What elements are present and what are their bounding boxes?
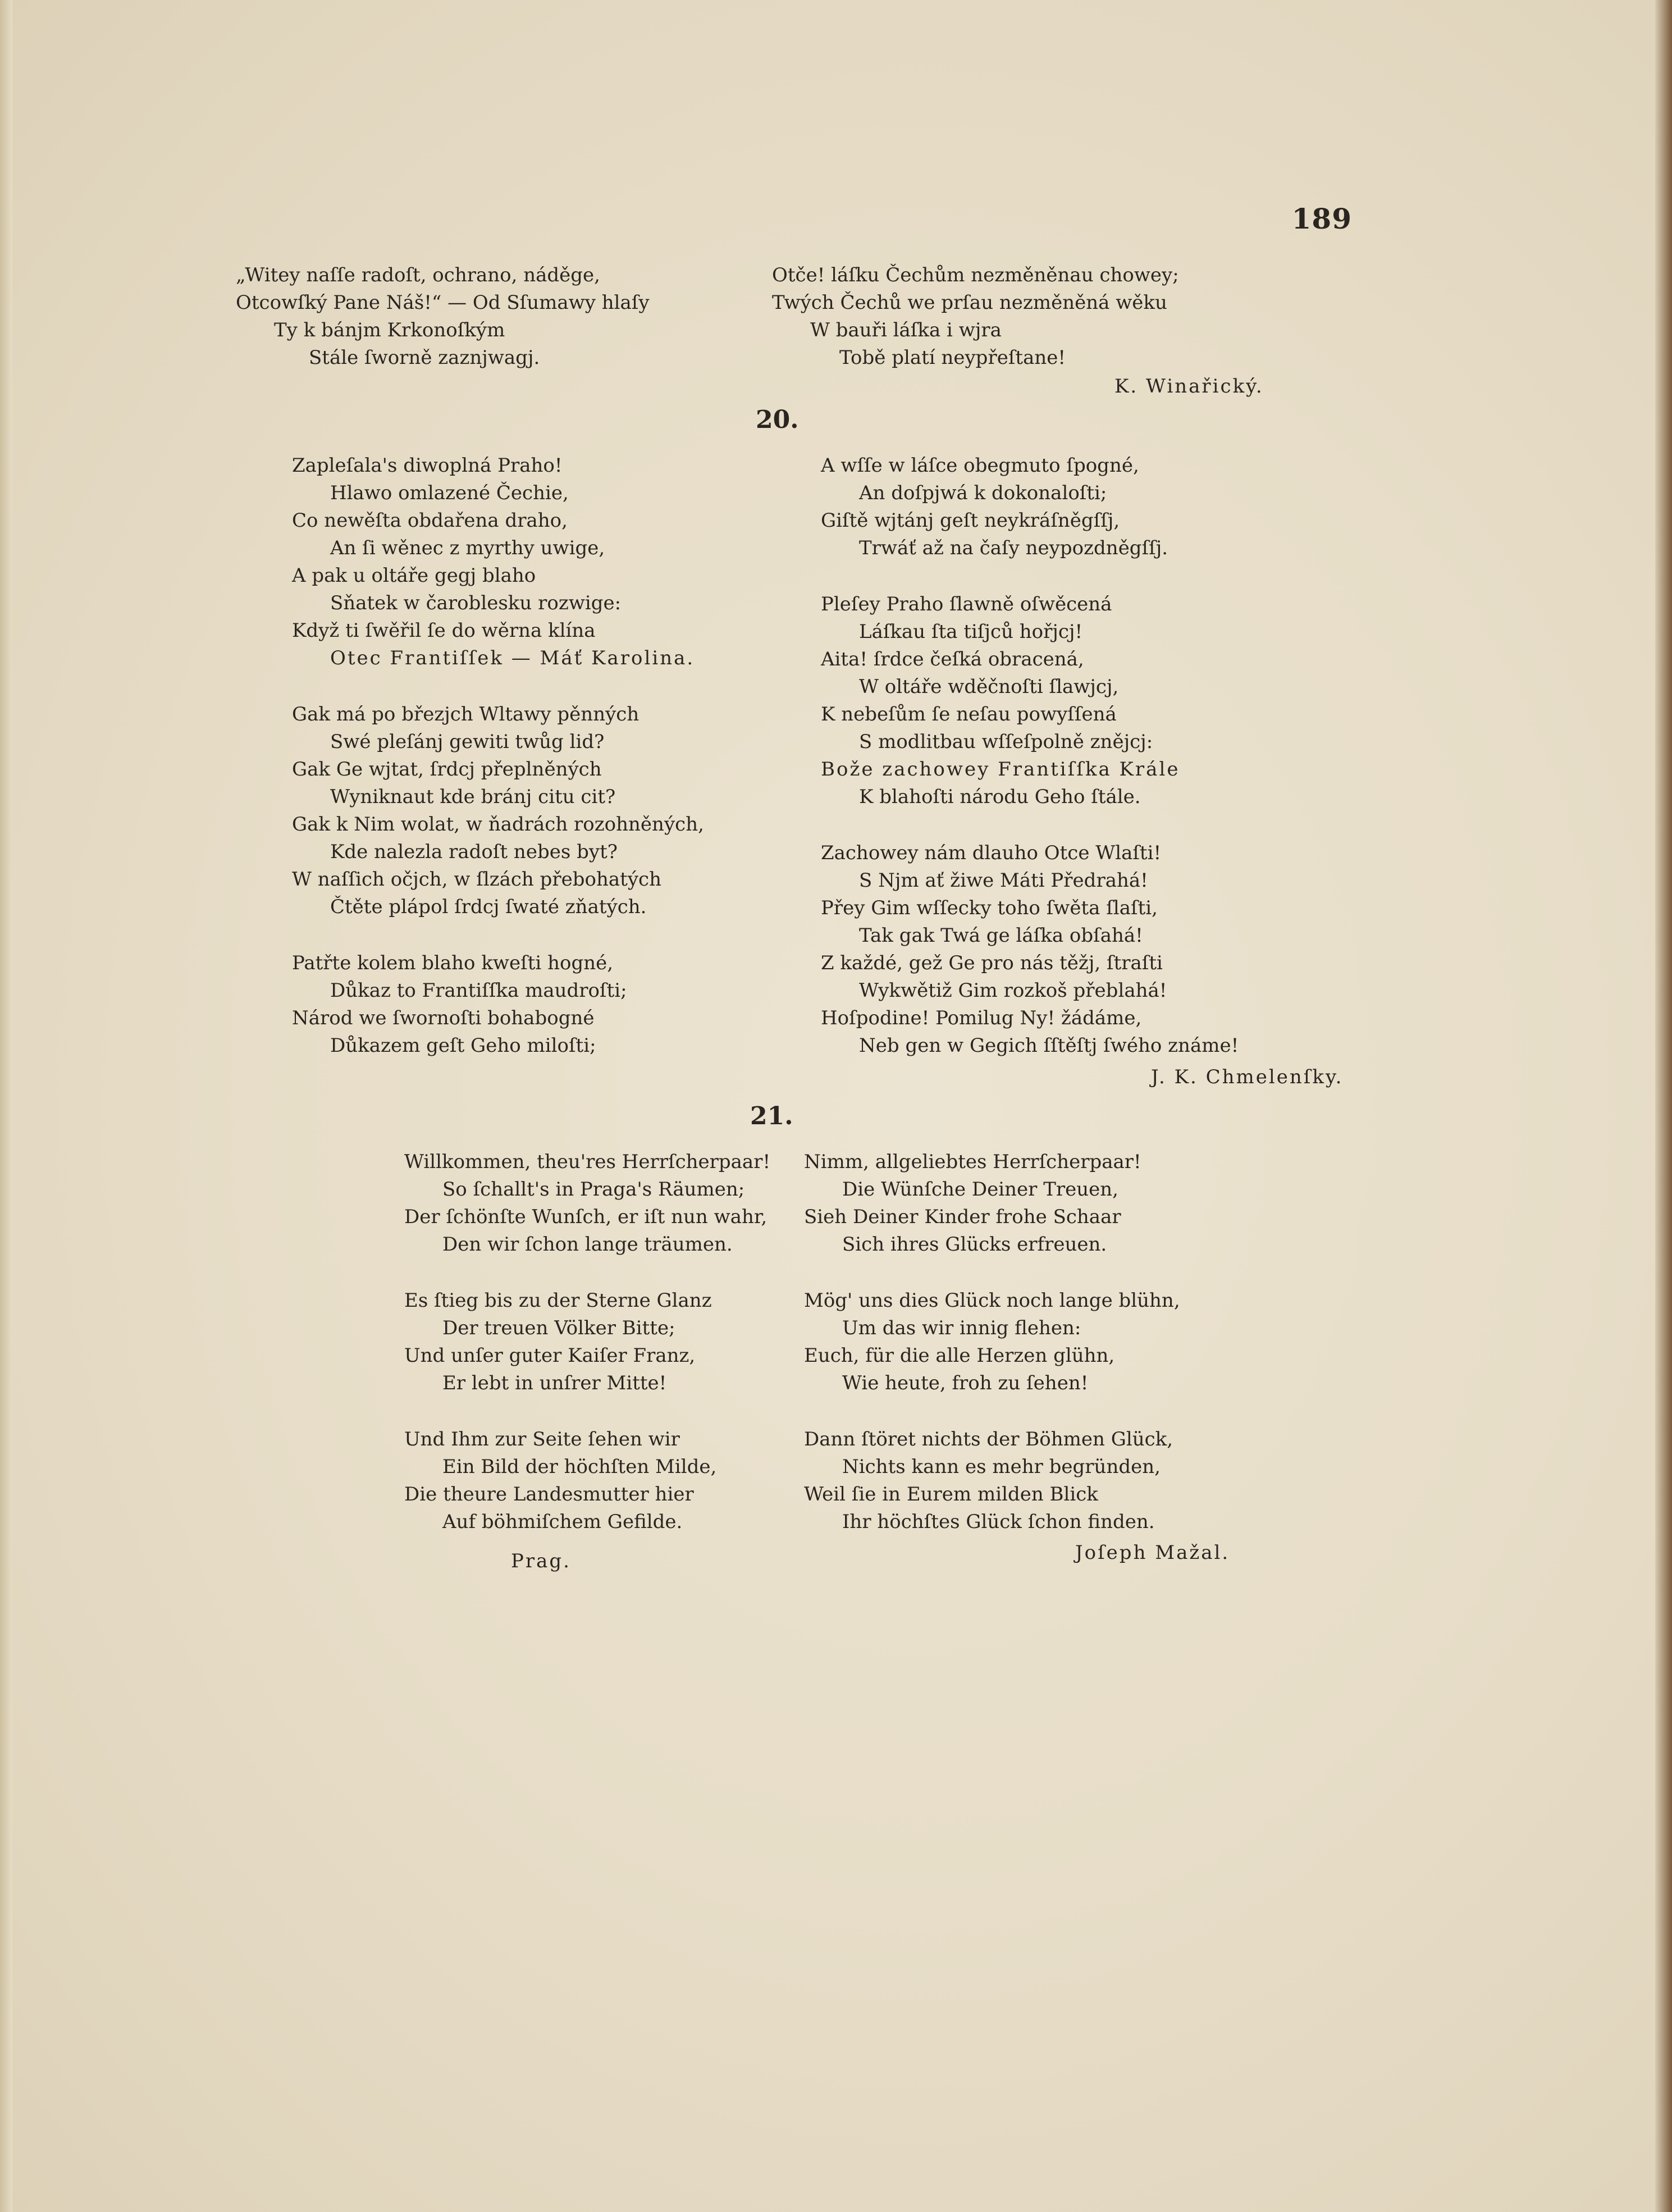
verse-line: Die Wünſche Deiner Treuen,	[842, 1178, 1118, 1201]
verse-line: Sňatek w čaroblesku rozwige:	[330, 592, 622, 614]
verse-line: Co newěſta obdařena draho,	[292, 509, 568, 532]
verse-line: Gak má po březjch Wltawy pěnných	[292, 703, 639, 726]
verse-line: A pak u oltáře gegj blaho	[292, 564, 536, 587]
verse-line: Wie heute, froh zu ſehen!	[842, 1372, 1089, 1394]
verse-line: Und unſer guter Kaiſer Franz,	[404, 1344, 696, 1367]
verse-line: S modlitbau wſſeſpolně znějcj:	[859, 731, 1153, 753]
verse-line: Er lebt in unſrer Mitte!	[442, 1372, 667, 1394]
verse-line: Hoſpodine! Pomilug Ny! žádáme,	[821, 1007, 1142, 1029]
verse-line: Willkommen, theu'res Herrſcherpaar!	[404, 1151, 771, 1173]
verse-line: Kde nalezla radoſt nebes byt?	[330, 841, 618, 863]
verse-line: Um das wir innig flehen:	[842, 1317, 1081, 1339]
poem19-left-column	[236, 262, 650, 372]
verse-line: Národ we ſwornoſti bohabogné	[292, 1007, 595, 1029]
verse-line: An ſi wěnec z myrthy uwige,	[330, 537, 605, 559]
verse-line: Den wir ſchon lange träumen.	[442, 1233, 733, 1256]
section-number-21: 21.	[750, 1102, 793, 1130]
verse-line: Nimm, allgeliebtes Herrſcherpaar!	[804, 1151, 1141, 1173]
verse-line: Trwáť až na čaſy neypozdněgſſj.	[859, 537, 1168, 559]
verse-line: W naſſich očjch, w ſlzách přebohatých	[292, 868, 661, 891]
page-left-edge	[0, 0, 12, 2212]
verse-line: Mög' uns dies Glück noch lange blühn,	[804, 1289, 1180, 1312]
signature-mazal: Joſeph Mažal.	[1075, 1541, 1230, 1564]
verse-line: Láſkau ſta tiſjců hořjcj!	[859, 621, 1083, 643]
verse-line: Twých Čechů we prſau nezměněná wěku	[772, 291, 1167, 314]
verse-line: Přey Gim wſſecky toho ſwěta ſlaſti,	[821, 897, 1158, 919]
verse-line: Důkazem geſt Geho miloſti;	[330, 1034, 596, 1057]
verse-line: Gak k Nim wolat, w ňadrách rozohněných,	[292, 813, 704, 836]
page-number: 189	[1291, 202, 1352, 235]
verse-line: K nebeſům ſe neſau powyſſená	[821, 703, 1117, 726]
verse-line: Wyniknaut kde bránj citu cit?	[330, 786, 616, 808]
verse-line: S Njm ať žiwe Máti Předrahá!	[859, 869, 1148, 892]
verse-line: Tobě platí neypřeſtane!	[839, 346, 1066, 369]
verse-line: Patřte kolem blaho kweſti hogné,	[292, 952, 614, 974]
verse-line: Und Ihm zur Seite ſehen wir	[404, 1428, 680, 1451]
poem20-right-column	[821, 452, 1239, 1060]
verse-line: Neb gen w Gegich ſſtěſtj ſwého známe!	[859, 1034, 1239, 1057]
verse-line: Hlawo omlazené Čechie,	[330, 482, 569, 504]
verse-line: Die theure Landesmutter hier	[404, 1483, 694, 1506]
verse-line: Weil ſie in Eurem milden Blick	[804, 1483, 1098, 1506]
verse-line: Sich ihres Glücks erfreuen.	[842, 1233, 1107, 1256]
verse-line: Euch, für die alle Herzen glühn,	[804, 1344, 1115, 1367]
poem19-right-column	[772, 262, 1179, 372]
verse-line: Čtěte plápol ſrdcj ſwaté zňatých.	[330, 896, 647, 918]
verse-line: Es ſtieg bis zu der Sterne Glanz	[404, 1289, 712, 1312]
verse-line: „Witey naſſe radoſt, ochrano, náděge,	[236, 264, 600, 286]
verse-line: Bože zachowey Frantiſſka Krále	[821, 758, 1180, 781]
verse-line: Wykwětiž Gim rozkoš přeblahá!	[859, 979, 1167, 1002]
section-number-20: 20.	[756, 405, 799, 434]
poem21-left-column	[404, 1148, 770, 1536]
verse-line: W bauři láſka i wjra	[810, 319, 1002, 341]
poem20-left-column	[292, 452, 704, 1060]
signature-chmelensky: J. K. Chmelenſky.	[1151, 1066, 1344, 1088]
verse-line: Důkaz to Frantiſſka maudroſti;	[330, 979, 627, 1002]
verse-line: So ſchallt's in Praga's Räumen;	[442, 1178, 745, 1201]
verse-line: Stále ſworně zaznjwagj.	[309, 346, 540, 369]
verse-line: Zapleſala's diwoplná Praho!	[292, 454, 563, 477]
verse-line: Der treuen Völker Bitte;	[442, 1317, 675, 1339]
verse-line: Z každé, gež Ge pro nás těžj, ſtraſti	[821, 952, 1163, 974]
verse-line: Tak gak Twá ge láſka obſahá!	[859, 924, 1143, 947]
verse-line: W oltáře wděčnoſti ſlawjcj,	[859, 676, 1119, 698]
verse-line: Aita! ſrdce čeſká obracená,	[821, 648, 1084, 671]
verse-line: Pleſey Praho ſlawně oſwěcená	[821, 593, 1112, 615]
page-right-edge	[1655, 0, 1672, 2212]
verse-line: Otcowſký Pane Náš!“ — Od Sſumawy hlaſy	[236, 291, 650, 314]
verse-line: A wſſe w láſce obegmuto ſpogné,	[821, 454, 1139, 477]
signature-winaricky: K. Winařický.	[1114, 375, 1264, 398]
verse-line: Otec Frantiſſek — Máť Karolina.	[330, 647, 695, 669]
verse-line: Nichts kann es mehr begründen,	[842, 1456, 1161, 1478]
verse-line: Zachowey nám dlauho Otce Wlaſti!	[821, 842, 1162, 864]
verse-line: Ty k bánjm Krkonoſkým	[274, 319, 505, 341]
verse-line: Sieh Deiner Kinder frohe Schaar	[804, 1206, 1121, 1228]
verse-line: An doſpjwá k dokonaloſti;	[859, 482, 1107, 504]
place-name-prag: Prag.	[511, 1550, 571, 1572]
verse-line: Auf böhmiſchem Gefilde.	[442, 1511, 683, 1533]
verse-line: Ihr höchſtes Glück ſchon finden.	[842, 1511, 1155, 1533]
verse-line: Ein Bild der höchſten Milde,	[442, 1456, 717, 1478]
verse-line: Otče! láſku Čechům nezměněnau chowey;	[772, 264, 1179, 286]
verse-line: Dann ſtöret nichts der Böhmen Glück,	[804, 1428, 1173, 1451]
verse-line: Když ti ſwěřil ſe do wěrna klína	[292, 619, 596, 642]
poem21-right-column	[804, 1148, 1180, 1536]
verse-line: K blahoſti národu Geho ſtále.	[859, 786, 1141, 808]
verse-line: Der ſchönſte Wunſch, er iſt nun wahr,	[404, 1206, 768, 1228]
verse-line: Giſtě wjtánj geſt neykráſněgſſj,	[821, 509, 1120, 532]
verse-line: Gak Ge wjtat, ſrdcj přeplněných	[292, 758, 602, 781]
verse-line: Swé pleſánj gewiti twůg lid?	[330, 731, 605, 753]
